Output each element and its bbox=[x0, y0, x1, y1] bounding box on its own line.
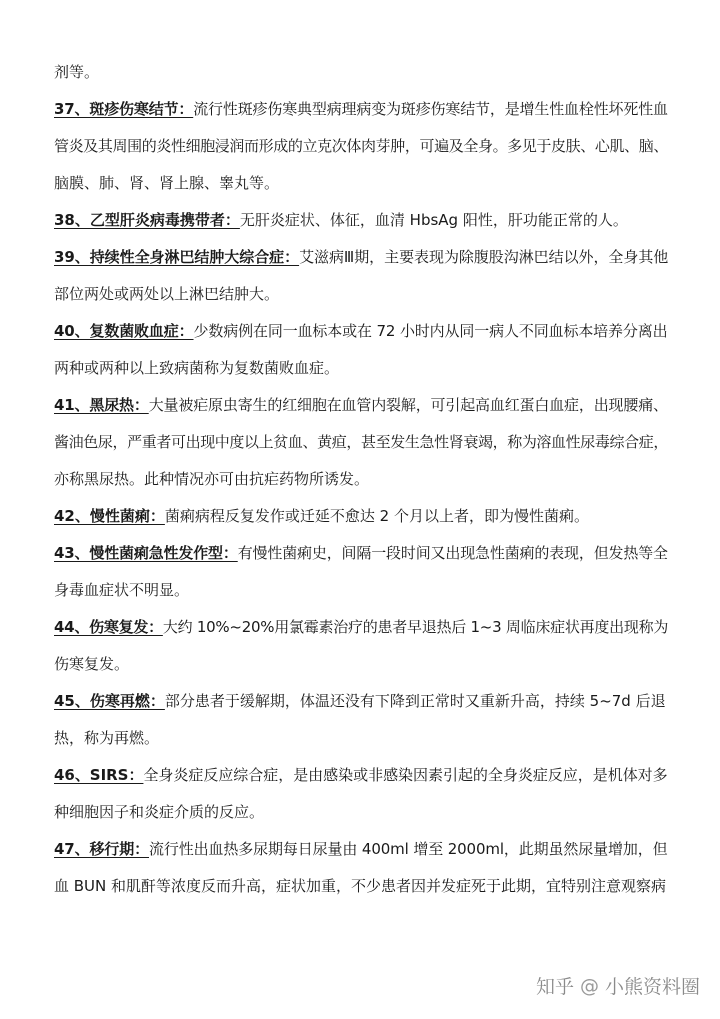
entry-line bbox=[54, 239, 668, 276]
entry-term: 37、斑疹伤寒结节： bbox=[54, 100, 194, 118]
glossary-entry bbox=[54, 239, 668, 313]
watermark-brand: 知乎 bbox=[535, 976, 574, 998]
glossary-entry bbox=[54, 202, 668, 239]
entry-text: 菌痢病程反复发作或迁延不愈达 2 个月以上者，即为慢性菌痢。 bbox=[164, 507, 589, 525]
entry-text: 少数病例在同一血标本或在 72 小时内从同一病人不同血标本培养分离出 bbox=[193, 322, 668, 340]
entry-line bbox=[54, 498, 668, 535]
watermark-author: 小熊资料圈 bbox=[604, 976, 700, 998]
entry-line: 血 BUN 和肌酐等浓度反而升高，症状加重，不少患者因并发症死于此期，宜特别注意观察病 bbox=[54, 877, 667, 895]
entry-term: 47、移行期： bbox=[54, 840, 149, 858]
entry-line: 身毒血症状不明显。 bbox=[54, 581, 190, 599]
entry-text: 大约 10%~20%用氯霉素治疗的患者早退热后 1~3 周临床症状再度出现称为 bbox=[162, 618, 669, 636]
glossary-entry bbox=[54, 683, 668, 757]
entry-line bbox=[54, 683, 668, 720]
glossary-entry bbox=[54, 91, 668, 202]
entry-line bbox=[54, 387, 668, 424]
watermark bbox=[536, 972, 700, 999]
glossary-entry bbox=[54, 609, 668, 683]
entry-term: 41、黑尿热： bbox=[54, 396, 149, 414]
glossary-entry bbox=[54, 831, 668, 905]
entry-text: 流行性斑疹伤寒典型病理病变为斑疹伤寒结节，是增生性血栓性坏死性血 bbox=[193, 100, 668, 118]
entry-term: 44、伤寒复发： bbox=[54, 618, 163, 636]
glossary-entry bbox=[54, 757, 668, 831]
entry-line bbox=[54, 313, 668, 350]
entry-line: 酱油色尿，严重者可出现中度以上贫血、黄疸，甚至发生急性肾衰竭，称为溶血性尿毒综合症， bbox=[54, 433, 669, 451]
entry-term: 40、复数菌败血症： bbox=[54, 322, 194, 340]
entry-line: 亦称黑尿热。此种情况亦可由抗疟药物所诱发。 bbox=[54, 470, 370, 488]
entry-term: 45、伤寒再燃： bbox=[54, 692, 165, 710]
glossary-entry bbox=[54, 535, 668, 609]
entry-line bbox=[54, 831, 668, 868]
entry-line: 种细胞因子和炎症介质的反应。 bbox=[54, 803, 265, 821]
entry-term: 43、慢性菌痢急性发作型： bbox=[54, 544, 238, 562]
continuation-line: 剂等。 bbox=[54, 63, 100, 81]
entry-line bbox=[54, 535, 668, 572]
entry-line bbox=[54, 202, 668, 239]
entry-term: 39、持续性全身淋巴结肿大综合症： bbox=[54, 248, 300, 266]
glossary-entry bbox=[54, 498, 668, 535]
entry-text: 流行性出血热多尿期每日尿量由 400ml 增至 2000ml，此期虽然尿量增加，但 bbox=[149, 840, 668, 858]
entry-line: 两种或两种以上致病菌称为复数菌败血症。 bbox=[54, 359, 340, 377]
glossary-list bbox=[54, 91, 668, 905]
entry-text: 全身炎症反应综合症，是由感染或非感染因素引起的全身炎症反应，是机体对多 bbox=[143, 766, 668, 784]
document-page bbox=[54, 54, 668, 905]
entry-text: 无肝炎症状、体征，血清 HbsAg 阳性，肝功能正常的人。 bbox=[239, 211, 628, 229]
entry-text: 有慢性菌痢史，间隔一段时间又出现急性菌痢的表现，但发热等全 bbox=[237, 544, 668, 562]
entry-term: 42、慢性菌痢： bbox=[54, 507, 165, 525]
entry-term: 38、乙型肝炎病毒携带者： bbox=[54, 211, 240, 229]
entry-line bbox=[54, 609, 668, 646]
entry-line: 热，称为再燃。 bbox=[54, 729, 160, 747]
watermark-separator: @ bbox=[579, 974, 599, 997]
entry-line: 管炎及其周围的炎性细胞浸润而形成的立克次体肉芽肿，可遍及全身。多见于皮肤、心肌、脑、 bbox=[54, 137, 669, 155]
entry-line: 伤寒复发。 bbox=[54, 655, 130, 673]
entry-text: 部分患者于缓解期，体温还没有下降到正常时又重新升高，持续 5~7d 后退 bbox=[164, 692, 666, 710]
entry-line bbox=[54, 757, 668, 794]
entry-line: 脑膜、肺、肾、肾上腺、睾丸等。 bbox=[54, 174, 280, 192]
entry-text: 艾滋病Ⅲ期，主要表现为除腹股沟淋巴结以外，全身其他 bbox=[299, 248, 669, 266]
entry-line bbox=[54, 91, 668, 128]
glossary-entry bbox=[54, 387, 668, 498]
entry-text: 大量被疟原虫寄生的红细胞在血管内裂解，可引起高血红蛋白血症，出现腰痛、 bbox=[148, 396, 668, 414]
glossary-entry bbox=[54, 313, 668, 387]
entry-line: 部位两处或两处以上淋巴结肿大。 bbox=[54, 285, 280, 303]
entry-term: 46、SIRS： bbox=[54, 766, 144, 784]
